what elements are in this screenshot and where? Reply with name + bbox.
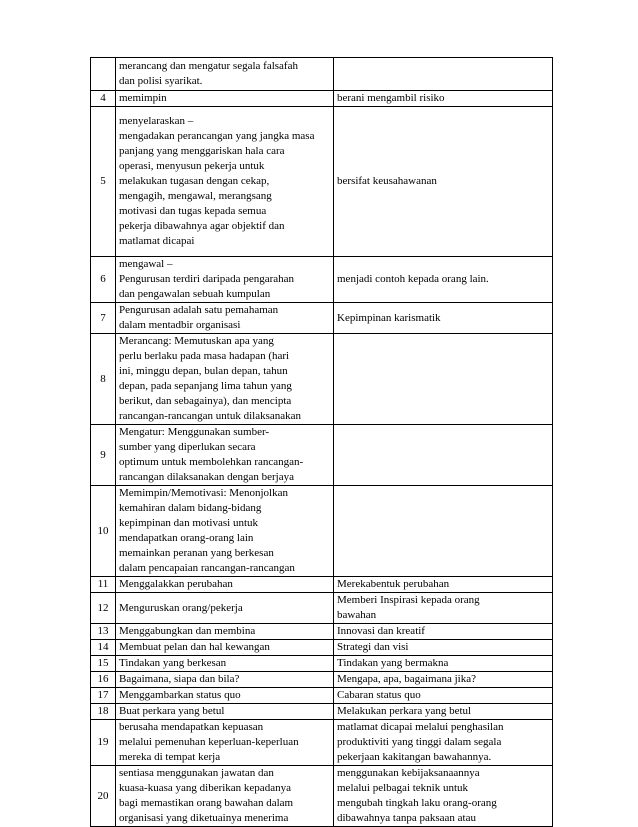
leadership-cell (334, 257, 553, 303)
cell-text-line: Tindakan yang bermakna (337, 657, 449, 669)
cell-text-line: dalam mentadbir organisasi (119, 319, 241, 331)
row-number: 19 (91, 720, 116, 766)
table-row (91, 486, 553, 577)
leadership-cell (334, 720, 553, 766)
table-row (91, 58, 553, 91)
management-cell (116, 656, 334, 672)
table-body (91, 58, 553, 827)
leadership-cell (334, 656, 553, 672)
cell-text-line: Innovasi dan kreatif (337, 625, 425, 637)
cell-text-line: perlu berlaku pada masa hadapan (hari (119, 350, 290, 362)
leadership-cell (334, 577, 553, 593)
management-cell (116, 91, 334, 107)
leadership-cell (334, 672, 553, 688)
cell-text-line: bawahan (337, 609, 377, 621)
cell-text-line: Pengurusan terdiri daripada pengarahan (119, 273, 295, 285)
management-cell (116, 672, 334, 688)
cell-text-line: panjang yang menggariskan hala cara (119, 145, 285, 157)
row-number: 4 (91, 91, 116, 107)
cell-text-line: memimpin (119, 92, 167, 104)
cell-text-line: Merekabentuk perubahan (337, 578, 450, 590)
cell-text-line: Menggalakkan perubahan (119, 578, 233, 590)
table-row (91, 257, 553, 303)
cell-text-line: dan polisi syarikat. (119, 75, 203, 87)
row-number: 17 (91, 688, 116, 704)
leadership-cell (334, 107, 553, 257)
cell-text-line: matlamat dicapai melalui penghasilan (337, 721, 504, 733)
cell-text-line: menggunakan kebijaksanaannya (337, 767, 480, 779)
table-row (91, 593, 553, 624)
leadership-cell (334, 704, 553, 720)
cell-text-line: dibawahnya tanpa paksaan atau (337, 812, 476, 824)
cell-text-line: menyelaraskan – (119, 115, 194, 127)
table-row (91, 656, 553, 672)
cell-text-line: mengubah tingkah laku orang-orang (337, 797, 497, 809)
cell-text-line: rancangan-rancangan untuk dilaksanakan (119, 410, 302, 422)
cell-text-line: Cabaran status quo (337, 689, 421, 701)
cell-text-line: Menggambarkan status quo (119, 689, 241, 701)
table-row (91, 704, 553, 720)
row-number: 11 (91, 577, 116, 593)
cell-text-line: organisasi yang diketuainya menerima (119, 812, 289, 824)
cell-text-line: produktiviti yang tinggi dalam segala (337, 736, 502, 748)
row-number: 7 (91, 303, 116, 334)
management-cell (116, 593, 334, 624)
table-row (91, 766, 553, 827)
table-row (91, 107, 553, 257)
cell-text-line: mendapatkan orang-orang lain (119, 532, 254, 544)
cell-text-line: melalui pemenuhan keperluan-keperluan (119, 736, 299, 748)
leadership-cell (334, 58, 553, 91)
row-number: 10 (91, 486, 116, 577)
cell-text-line: Membuat pelan dan hal kewangan (119, 641, 270, 653)
cell-text-line: optimum untuk membolehkan rancangan- (119, 456, 304, 468)
table-row (91, 91, 553, 107)
cell-text-line: dan pengawalan sebuah kumpulan (119, 288, 271, 300)
cell-text-line: kemahiran dalam bidang-bidang (119, 502, 262, 514)
comparison-table (90, 57, 553, 827)
cell-text-line: merancang dan mengatur segala falsafah (119, 60, 298, 72)
leadership-cell (334, 425, 553, 486)
cell-text-line: mengadakan perancangan yang jangka masa (119, 130, 315, 142)
cell-text-line: Merancang: Memutuskan apa yang (119, 335, 274, 347)
table-row (91, 577, 553, 593)
management-cell (116, 425, 334, 486)
cell-text-line: berikut, dan sebagainya), dan mencipta (119, 395, 292, 407)
cell-text-line: menjadi contoh kepada orang lain. (337, 273, 489, 285)
cell-text-line: bersifat keusahawanan (337, 175, 437, 187)
leadership-cell (334, 593, 553, 624)
row-number (91, 58, 116, 91)
cell-text-line: depan, pada sepanjang lima tahun yang (119, 380, 292, 392)
management-cell (116, 704, 334, 720)
leadership-cell (334, 640, 553, 656)
management-cell (116, 334, 334, 425)
management-cell (116, 257, 334, 303)
table-row (91, 425, 553, 486)
table-row (91, 624, 553, 640)
leadership-cell (334, 91, 553, 107)
management-cell (116, 58, 334, 91)
table-row (91, 672, 553, 688)
cell-text-line: Menggabungkan dan membina (119, 625, 256, 637)
cell-text-line: operasi, menyusun pekerja untuk (119, 160, 265, 172)
table-row (91, 720, 553, 766)
cell-text-line: melakukan tugasan dengan cekap, (119, 175, 270, 187)
cell-text-line: ini, minggu depan, bulan depan, tahun (119, 365, 288, 377)
cell-text-line: mengawal – (119, 258, 173, 270)
cell-text-line: matlamat dicapai (119, 235, 195, 247)
management-cell (116, 107, 334, 257)
cell-text-line: Kepimpinan karismatik (337, 311, 441, 324)
row-number: 14 (91, 640, 116, 656)
management-cell (116, 766, 334, 827)
row-number: 18 (91, 704, 116, 720)
cell-text-line: pekerja dibawahnya agar objektif dan (119, 220, 285, 232)
cell-text-line: Memimpin/Memotivasi: Menonjolkan (119, 487, 288, 499)
cell-text-line: rancangan dilaksanakan dengan berjaya (119, 471, 294, 483)
table-row (91, 334, 553, 425)
cell-text-line: kepimpinan dan motivasi untuk (119, 517, 259, 529)
leadership-cell (334, 303, 553, 334)
row-number: 15 (91, 656, 116, 672)
cell-text-line: mereka di tempat kerja (119, 751, 221, 763)
leadership-cell (334, 624, 553, 640)
cell-text-line: Tindakan yang berkesan (119, 657, 227, 669)
table-row (91, 640, 553, 656)
cell-text-line: sumber yang diperlukan secara (119, 441, 256, 453)
row-number: 8 (91, 334, 116, 425)
row-number: 9 (91, 425, 116, 486)
cell-text-line: Memberi Inspirasi kepada orang (337, 594, 480, 606)
row-number: 6 (91, 257, 116, 303)
management-cell (116, 486, 334, 577)
row-number: 20 (91, 766, 116, 827)
cell-text-line: kuasa-kuasa yang diberikan kepadanya (119, 782, 291, 794)
management-cell (116, 624, 334, 640)
management-cell (116, 577, 334, 593)
table-row (91, 688, 553, 704)
management-cell (116, 688, 334, 704)
cell-text-line: melalui pelbagai teknik untuk (337, 782, 469, 794)
cell-text-line: Mengatur: Menggunakan sumber- (119, 426, 270, 438)
leadership-cell (334, 766, 553, 827)
cell-text-line: Menguruskan orang/pekerja (119, 601, 243, 614)
cell-text-line: berusaha mendapatkan kepuasan (119, 721, 264, 733)
leadership-cell (334, 334, 553, 425)
management-cell (116, 720, 334, 766)
cell-text-line: sentiasa menggunakan jawatan dan (119, 767, 274, 779)
cell-text-line: Bagaimana, siapa dan bila? (119, 673, 240, 685)
cell-text-line: Mengapa, apa, bagaimana jika? (337, 673, 476, 685)
leadership-cell (334, 688, 553, 704)
leadership-cell (334, 486, 553, 577)
cell-text-line: Pengurusan adalah satu pemahaman (119, 304, 279, 316)
cell-text-line: berani mengambil risiko (337, 92, 445, 104)
cell-text-line: Strategi dan visi (337, 641, 409, 653)
row-number: 12 (91, 593, 116, 624)
row-number: 16 (91, 672, 116, 688)
cell-text-line: memainkan peranan yang berkesan (119, 547, 274, 559)
cell-text-line: mengagih, mengawal, merangsang (119, 190, 272, 202)
cell-text-line: Buat perkara yang betul (119, 705, 225, 717)
row-number: 5 (91, 107, 116, 257)
cell-text-line: Melakukan perkara yang betul (337, 705, 472, 717)
management-cell (116, 303, 334, 334)
table-row (91, 303, 553, 334)
cell-text-line: pekerjaan kakitangan bawahannya. (337, 751, 492, 763)
cell-text-line: motivasi dan tugas kepada semua (119, 205, 267, 217)
cell-text-line: dalam pencapaian rancangan-rancangan (119, 562, 295, 574)
row-number: 13 (91, 624, 116, 640)
management-cell (116, 640, 334, 656)
cell-text-line: bagi memastikan orang bawahan dalam (119, 797, 294, 809)
